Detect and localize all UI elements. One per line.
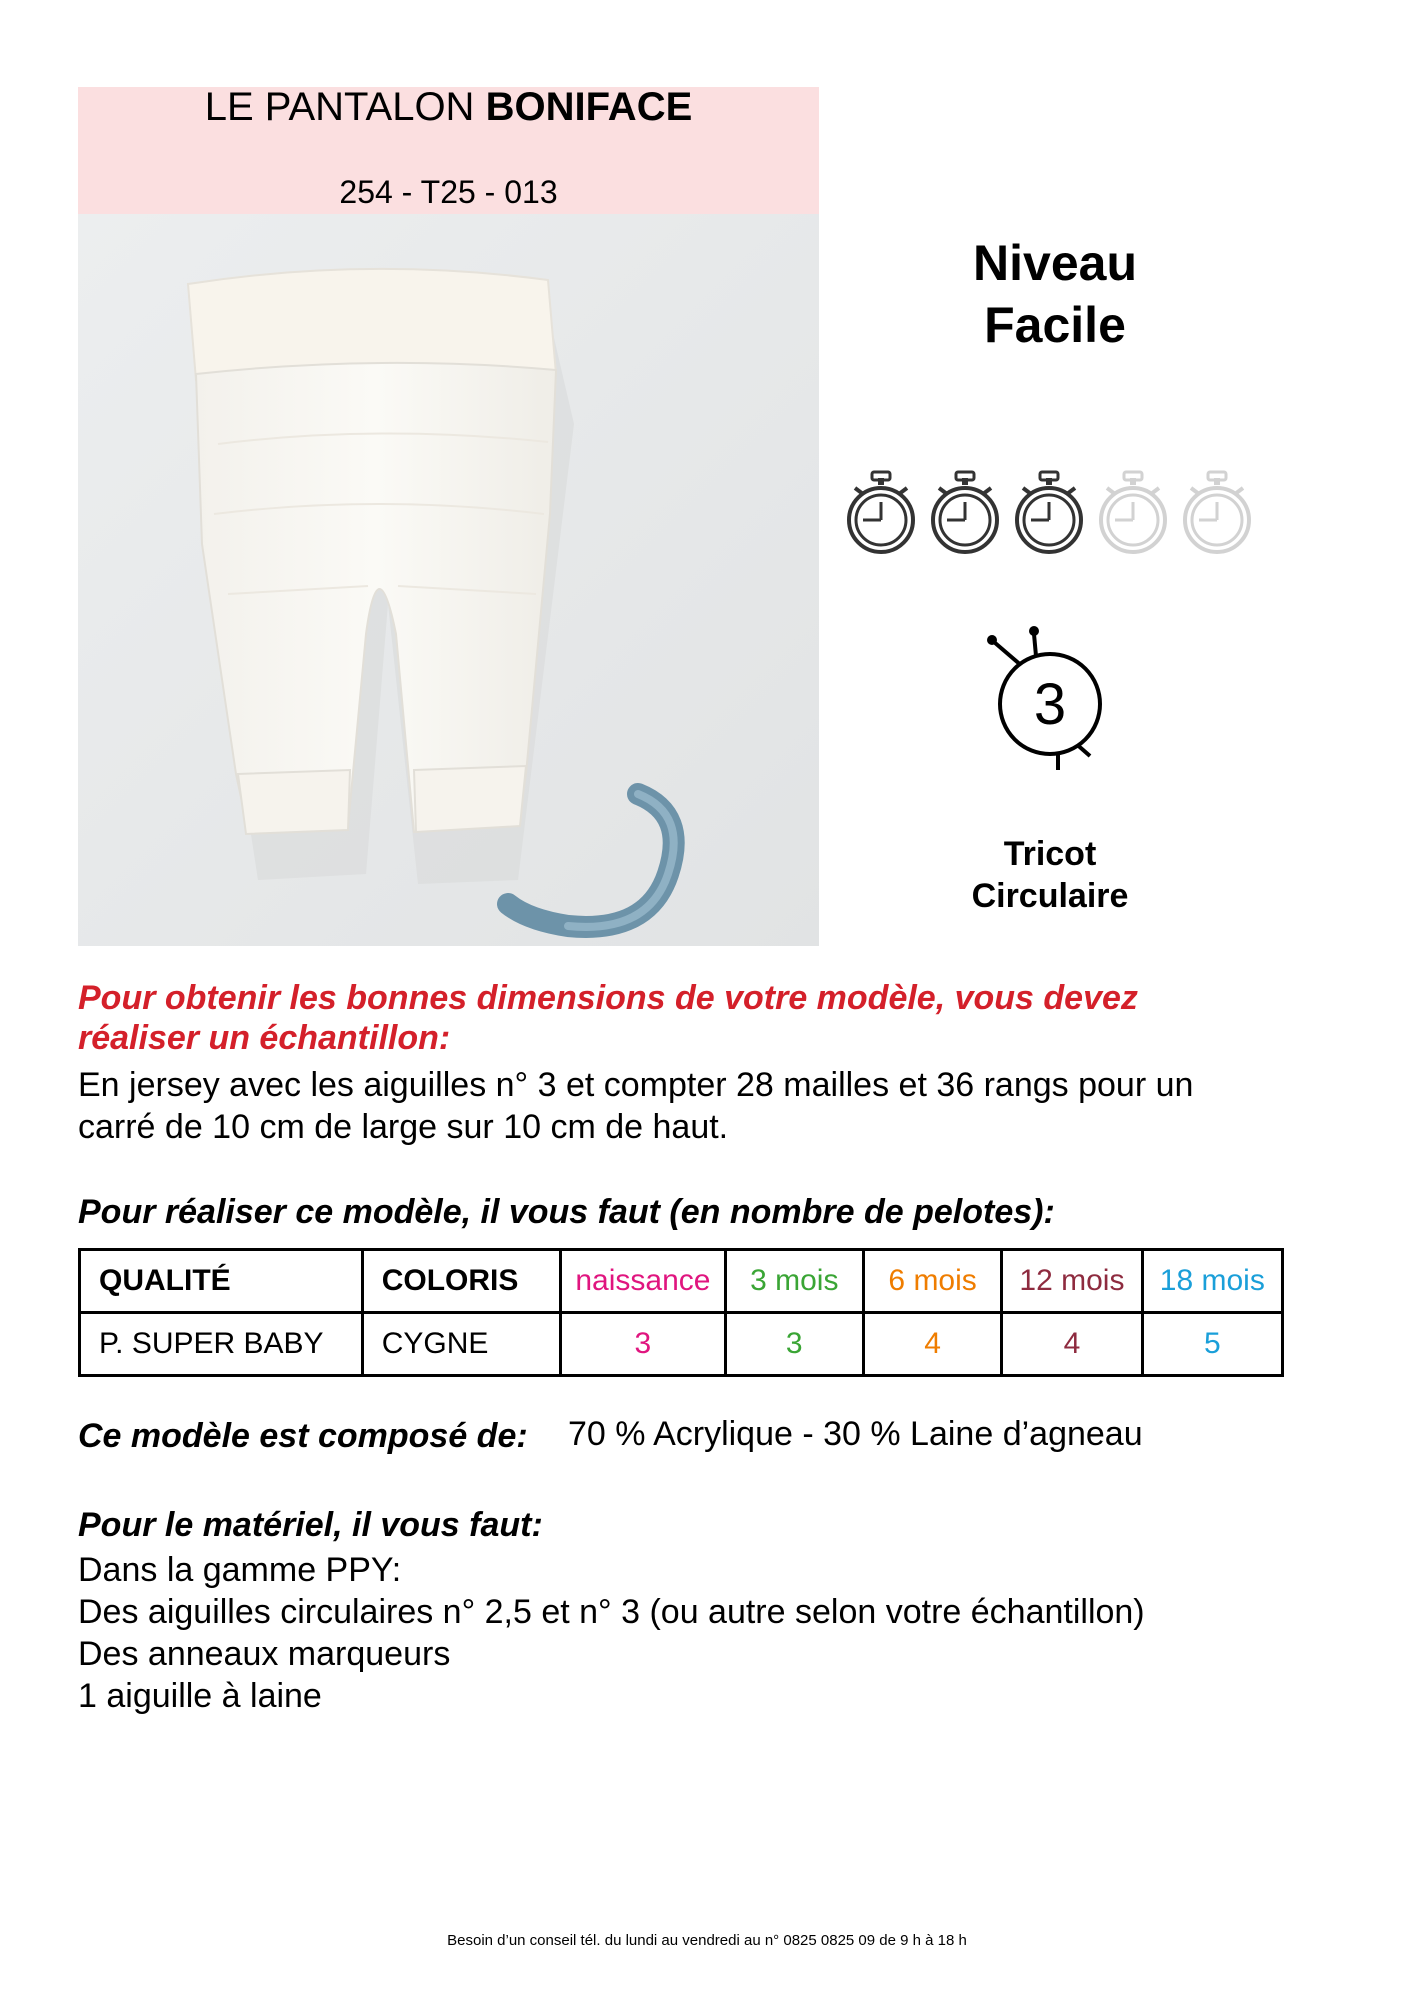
needle-size: 3 bbox=[1033, 672, 1067, 737]
cell-18-mois: 5 bbox=[1142, 1313, 1282, 1376]
header-quality: QUALITÉ bbox=[80, 1250, 363, 1313]
title-name: BONIFACE bbox=[485, 85, 693, 129]
cell-naissance: 3 bbox=[561, 1313, 725, 1376]
cell-quality: P. SUPER BABY bbox=[80, 1313, 363, 1376]
list-item: Dans la gamme PPY: bbox=[78, 1551, 402, 1589]
gauge-text-line1: En jersey avec les aiguilles n° 3 et compter 28 mailles et 36 rangs pour un bbox=[78, 1066, 1194, 1104]
yarn-table bbox=[78, 1248, 1284, 1377]
materials-heading: Pour le matériel, il vous faut: bbox=[78, 1506, 543, 1544]
gauge-heading-line1: Pour obtenir les bonnes dimensions de votre modèle, vous devez bbox=[78, 979, 1138, 1017]
stopwatch-icon-empty bbox=[1185, 472, 1249, 552]
gauge-text-line2: carré de 10 cm de large sur 10 cm de haut. bbox=[78, 1108, 729, 1146]
header-size-12-mois: 12 mois bbox=[1002, 1250, 1142, 1313]
level-label: Niveau bbox=[973, 235, 1137, 291]
pattern-title bbox=[78, 83, 819, 131]
gauge-text bbox=[78, 1064, 1318, 1148]
level-value: Facile bbox=[984, 297, 1126, 353]
cell-6-mois: 4 bbox=[863, 1313, 1001, 1376]
gauge-heading-line2: réaliser un échantillon: bbox=[78, 1019, 451, 1057]
needle-size-badge bbox=[980, 622, 1110, 772]
time-rating bbox=[845, 470, 1255, 558]
stopwatch-icon bbox=[933, 472, 997, 552]
header-size-6-mois: 6 mois bbox=[863, 1250, 1001, 1313]
product-photo bbox=[78, 214, 819, 946]
footer-contact: Besoin d’un conseil tél. du lundi au vendredi au n° 0825 0825 09 de 9 h à 18 h bbox=[447, 1932, 967, 1949]
technique-line2: Circulaire bbox=[971, 877, 1129, 915]
difficulty-level bbox=[880, 232, 1230, 356]
title-prefix: LE PANTALON bbox=[204, 85, 475, 129]
header-size-naissance: naissance bbox=[561, 1250, 725, 1313]
stopwatch-icon-empty bbox=[1101, 472, 1165, 552]
table-row bbox=[80, 1313, 1283, 1376]
cell-3-mois: 3 bbox=[725, 1313, 863, 1376]
requirements-heading: Pour réaliser ce modèle, il vous faut (en nombre de pelotes): bbox=[78, 1193, 1055, 1231]
stopwatch-icon bbox=[1017, 472, 1081, 552]
header-color: COLORIS bbox=[362, 1250, 560, 1313]
header-size-3-mois: 3 mois bbox=[725, 1250, 863, 1313]
pattern-reference: 254 - T25 - 013 bbox=[339, 174, 558, 210]
header-size-18-mois: 18 mois bbox=[1142, 1250, 1282, 1313]
cell-12-mois: 4 bbox=[1002, 1313, 1142, 1376]
composition-label: Ce modèle est composé de: bbox=[78, 1417, 528, 1455]
gauge-heading bbox=[78, 978, 1318, 1058]
table-header-row bbox=[80, 1250, 1283, 1313]
stopwatch-icon bbox=[849, 472, 913, 552]
list-item: Des aiguilles circulaires n° 2,5 et n° 3 (ou autre selon votre échantillon) bbox=[78, 1593, 1145, 1631]
technique-line1: Tricot bbox=[1003, 835, 1097, 873]
composition-value: 70 % Acrylique - 30 % Laine d’agneau bbox=[568, 1415, 1143, 1453]
materials-list bbox=[78, 1549, 1145, 1717]
list-item: 1 aiguille à laine bbox=[78, 1677, 322, 1715]
list-item: Des anneaux marqueurs bbox=[78, 1635, 451, 1673]
technique bbox=[900, 833, 1200, 917]
cell-color: CYGNE bbox=[362, 1313, 560, 1376]
